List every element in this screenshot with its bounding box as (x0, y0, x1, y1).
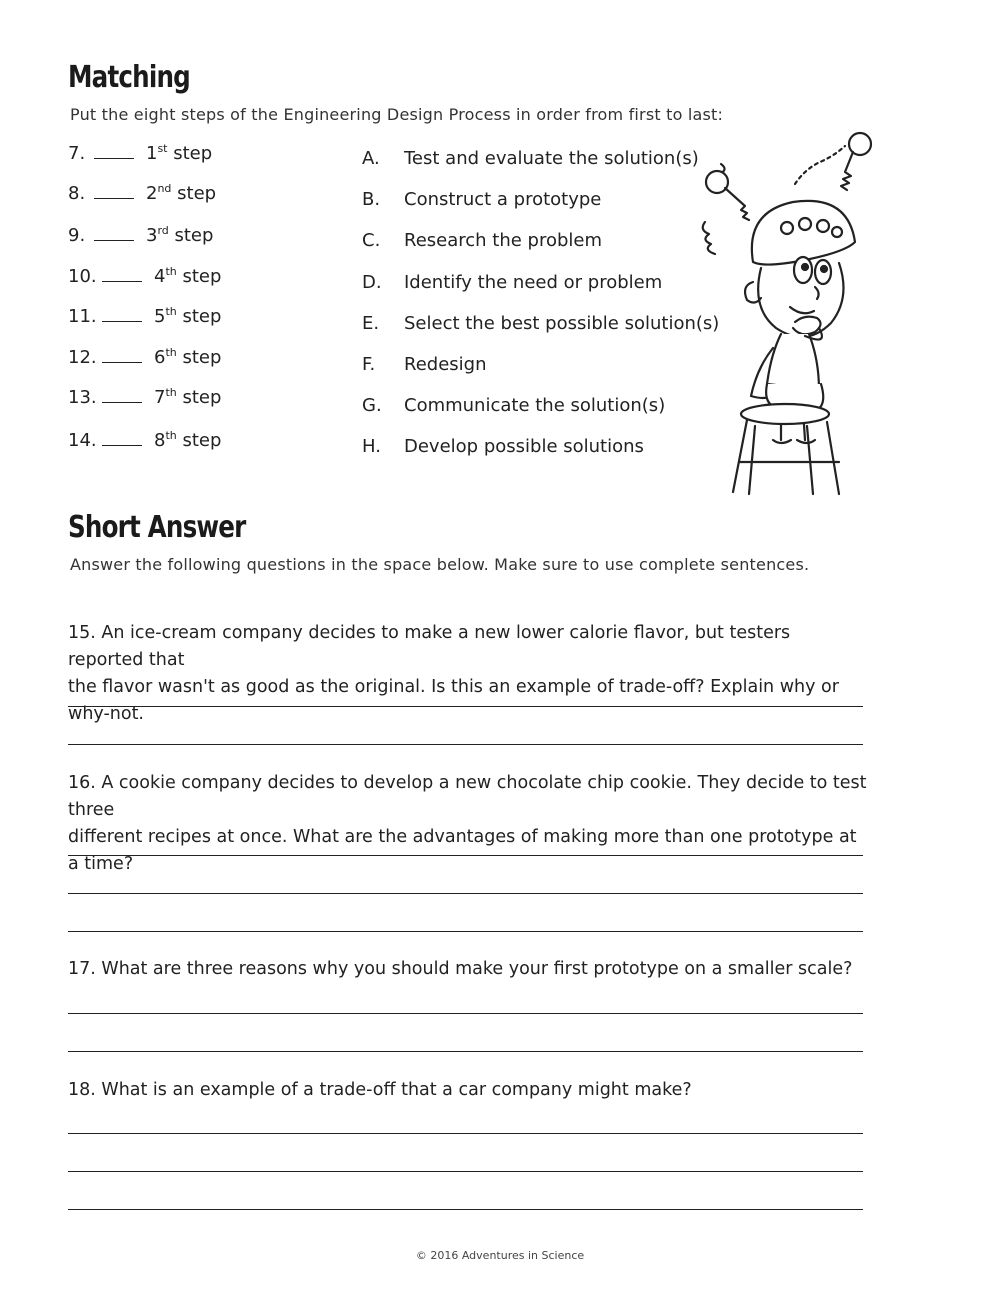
option-item: C. Research the problem (362, 230, 603, 251)
option-item: G. Communicate the solution(s) (362, 395, 666, 416)
answer-blank[interactable] (102, 388, 142, 403)
short-answer-instructions: Answer the following questions in the space below. Make sure to use complete sentences. (70, 555, 810, 574)
option-item: D. Identify the need or problem (362, 272, 663, 293)
step-item: 7. 1st step (68, 142, 213, 164)
copyright-footer: © 2016 Adventures in Science (415, 1249, 585, 1262)
answer-line[interactable] (68, 706, 863, 707)
matching-instructions: Put the eight steps of the Engineering Design Process in order from first to last: (70, 105, 724, 124)
answer-line[interactable] (68, 893, 863, 894)
answer-line[interactable] (68, 1013, 863, 1014)
step-item: 10. 4th step (68, 265, 222, 287)
step-item: 8. 2nd step (68, 182, 217, 204)
answer-line[interactable] (68, 1133, 863, 1134)
cartoon-kid-thinking-illustration (695, 122, 875, 497)
option-item: E. Select the best possible solution(s) (362, 313, 720, 334)
answer-blank[interactable] (94, 184, 134, 199)
option-item: F. Redesign (362, 354, 487, 375)
step-item: 14. 8th step (68, 429, 222, 451)
step-item: 11. 5th step (68, 305, 222, 327)
answer-line[interactable] (68, 744, 863, 745)
answer-line[interactable] (68, 855, 863, 856)
answer-blank[interactable] (102, 348, 142, 363)
answer-line[interactable] (68, 1051, 863, 1052)
question-16: 16. A cookie company decides to develop a new chocolate chip cookie. They decide to test three different recipes at once. What are the advantages of making more than one prototype at a time? (68, 773, 867, 874)
answer-line[interactable] (68, 1171, 863, 1172)
question-15: 15. An ice-cream company decides to make a new lower calorie flavor, but testers reported that the flavor wasn't as good as the original. Is this an example of trade-off? Explain why or why-not. (68, 623, 839, 724)
question-17: 17. What are three reasons why you should make your first prototype on a smaller scale? (68, 959, 853, 979)
answer-blank[interactable] (102, 307, 142, 322)
answer-line[interactable] (68, 1209, 863, 1210)
question-18: 18. What is an example of a trade-off that a car company might make? (68, 1080, 692, 1100)
step-item: 12. 6th step (68, 346, 222, 368)
answer-blank[interactable] (94, 226, 134, 241)
step-item: 9. 3rd step (68, 224, 214, 246)
answer-line[interactable] (68, 931, 863, 932)
option-item: H. Develop possible solutions (362, 436, 644, 457)
answer-blank[interactable] (102, 431, 142, 446)
step-item: 13. 7th step (68, 386, 222, 408)
option-item: B. Construct a prototype (362, 189, 602, 210)
answer-blank[interactable] (94, 144, 134, 159)
short-answer-title: Short Answer (68, 510, 246, 545)
matching-title: Matching (68, 60, 190, 95)
answer-blank[interactable] (102, 267, 142, 282)
option-item: A. Test and evaluate the solution(s) (362, 148, 699, 169)
